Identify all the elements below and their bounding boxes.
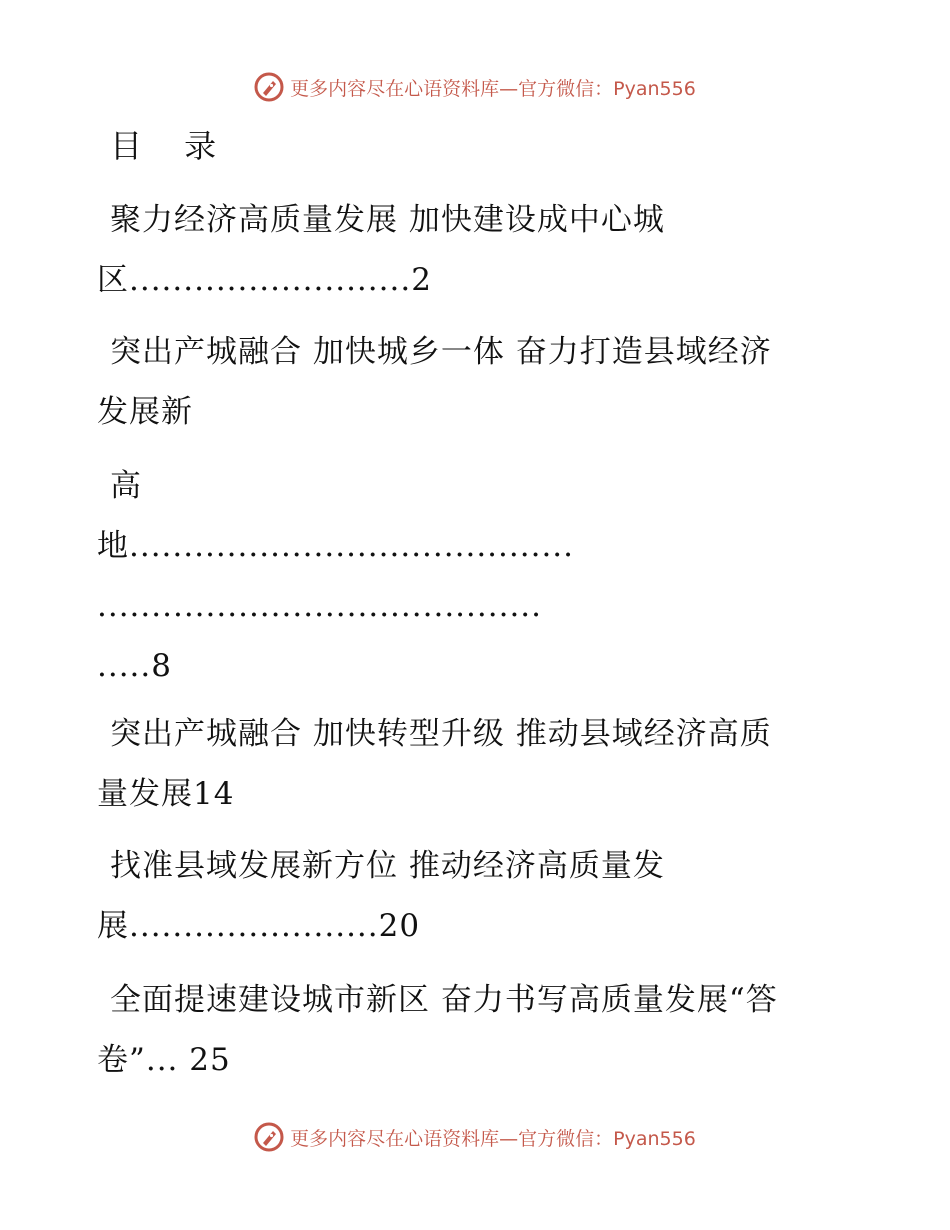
- toc-entry-1-line-2: 区..........................2: [97, 262, 432, 298]
- banner-text: 更多内容尽在心语资料库—官方微信：Pyan556: [290, 1127, 696, 1150]
- toc-entry-2-line-1: 突出产城融合 加快城乡一体 奋力打造县域经济: [110, 334, 772, 370]
- toc-title: 目 录: [110, 127, 233, 165]
- toc-entry-5-line-1: 全面提速建设城市新区 奋力书写高质量发展“答: [110, 982, 778, 1018]
- toc-entry-1-line-1: 聚力经济高质量发展 加快建设成中心城: [110, 202, 665, 238]
- header-banner: [0, 72, 950, 102]
- pen-nib-logo-icon: [254, 1122, 284, 1152]
- banner-text: 更多内容尽在心语资料库—官方微信：Pyan556: [290, 77, 696, 100]
- toc-entry-3-line-1: 突出产城融合 加快转型升级 推动县域经济高质: [110, 716, 772, 752]
- toc-entry-5-line-2: 卷”... 25: [97, 1042, 231, 1078]
- toc-entry-2-line-6: .....8: [97, 648, 172, 684]
- toc-entry-3-line-2: 量发展14: [97, 776, 235, 812]
- toc-entry-2-line-5: .........................................: [97, 588, 543, 624]
- toc-entry-4-line-2: 展.......................20: [97, 908, 421, 944]
- wechat-id: Pyan556: [613, 77, 696, 100]
- toc-entry-2-line-2: 发展新: [97, 394, 193, 430]
- wechat-id: Pyan556: [613, 1127, 696, 1150]
- pen-nib-logo-icon: [254, 72, 284, 102]
- toc-entry-2-line-3: 高: [110, 468, 142, 504]
- footer-banner: [0, 1122, 950, 1152]
- toc-entry-4-line-1: 找准县域发展新方位 推动经济高质量发: [110, 848, 665, 884]
- toc-entry-2-line-4: 地.........................................: [97, 528, 575, 564]
